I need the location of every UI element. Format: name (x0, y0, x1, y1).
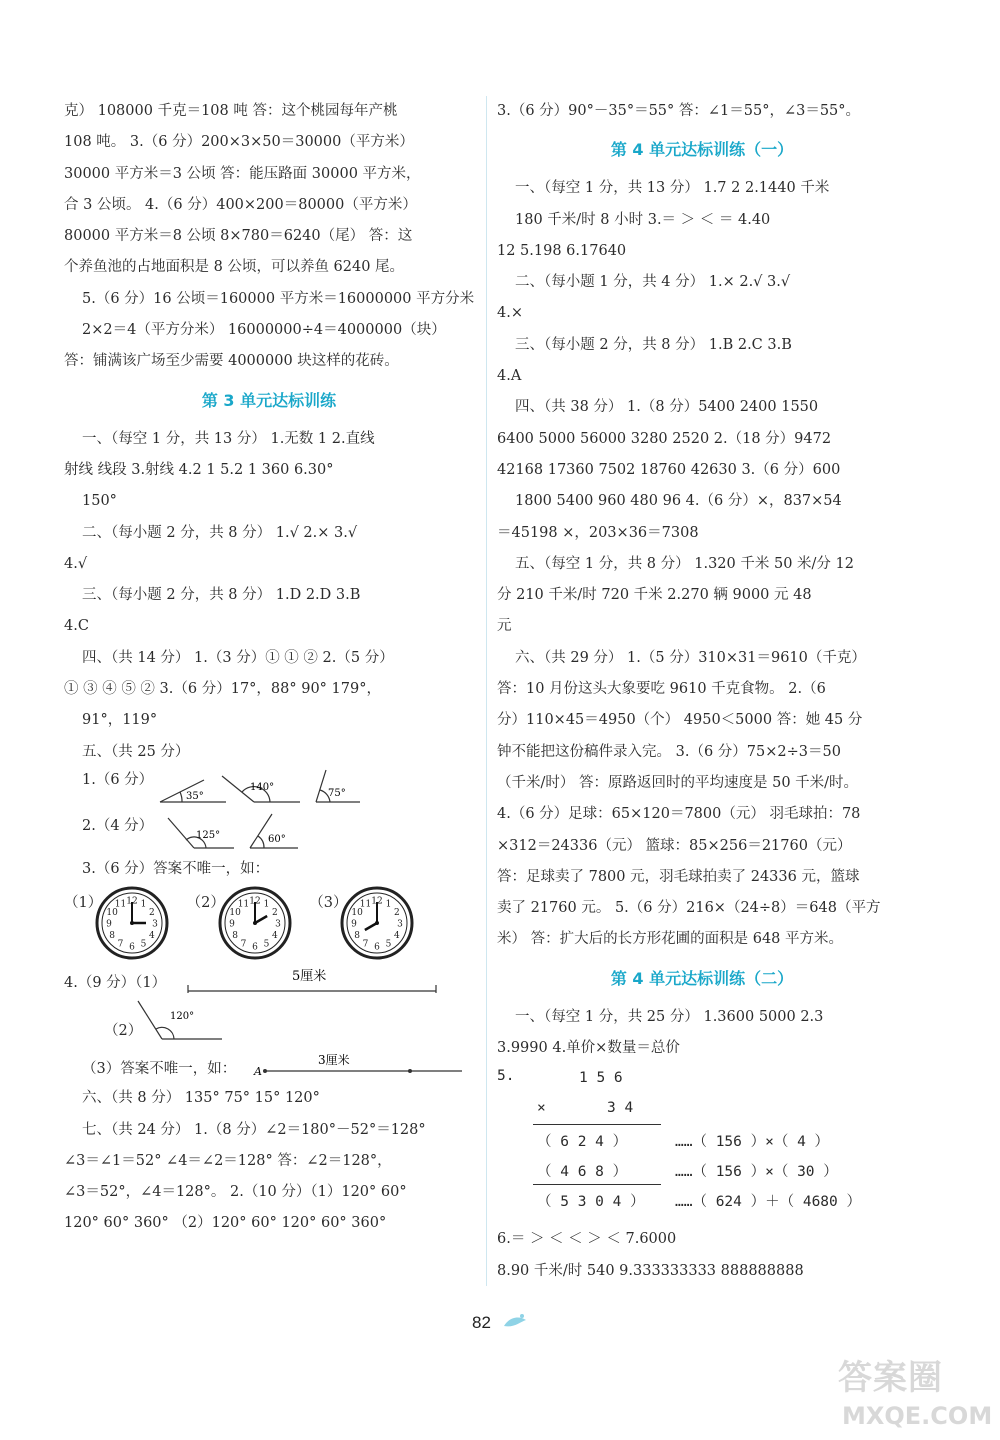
text-line: 答：铺满该广场至少需要 4000000 块这样的花砖。 (64, 353, 399, 370)
clock-numeral: 4 (394, 931, 401, 942)
text-line: 30000 平方米＝3 公顷 答：能压路面 30000 平方米， (64, 165, 421, 182)
text-line: 答：足球卖了 7800 元，羽毛球拍卖了 24336 元，篮球 (497, 868, 860, 885)
clock-numeral: 11 (359, 899, 372, 910)
rule-line (533, 1184, 661, 1185)
angle-label-60: 60° (268, 833, 286, 845)
text-line: 4.C (64, 618, 89, 635)
clock-numeral: 12 (371, 896, 383, 907)
text-line: ① ③ ④ ⑤ ② 3.（6 分）17°，88° 90° 179°， (64, 681, 381, 698)
clock-2 (187, 885, 299, 961)
part-label: （2） (104, 1023, 143, 1040)
hour-hand (255, 916, 267, 923)
clock-numeral: 5 (263, 939, 269, 950)
text-line: 个养鱼池的占地面积是 8 公顷，可以养鱼 6240 尾。 (64, 259, 405, 276)
text-line: 6.＝ ＞ ＜ ＜ ＞ ＜ 7.6000 (497, 1231, 677, 1248)
clock-numeral: 5 (140, 939, 147, 950)
product: （ 5 3 0 4 ） (537, 1194, 645, 1211)
partial-product-2: （ 4 6 8 ） (537, 1164, 628, 1181)
text-line: 分 210 千米/时 720 千米 2.270 辆 9000 元 48 (497, 587, 812, 604)
section-heading-unit3: 第 3 单元达标训练 (201, 390, 337, 410)
text-line: 米） 答：扩大后的长方形花圃的面积是 648 平方米。 (497, 931, 844, 948)
text-line: 3.（6 分）答案不唯一，如： (82, 860, 270, 877)
text-line: 二、（每小题 1 分，共 4 分） 1.× 2.√ 3.√ (515, 274, 791, 291)
text-line: 一、（每空 1 分，共 13 分） 1.7 2 2.1440 千米 (515, 180, 830, 197)
ray-figure (64, 1051, 474, 1083)
text-line: ×312＝24336（元） 篮球：85×256＝21760（元） (497, 837, 852, 854)
angle-figure-q1 (64, 768, 474, 808)
page-footer (0, 1312, 1000, 1333)
text-line: 四、（共 38 分） 1.（8 分）5400 2400 1550 (515, 399, 819, 416)
angle-drawings (64, 808, 464, 854)
text-line: 8.90 千米/时 540 9.333333333 888888888 (497, 1262, 804, 1279)
watermark-logo-text: 答案圈 (838, 1358, 943, 1398)
text-line: 91°，119° (82, 712, 158, 729)
segment-drawing (64, 965, 464, 995)
text-line: 6400 5000 56000 3280 2520 2.（18 分）9472 (497, 430, 832, 447)
part-label: （3）答案不唯一，如： (82, 1061, 237, 1078)
clock-numeral: 8 (354, 931, 361, 942)
hour-hand (365, 923, 377, 930)
question-label: 1.（6 分） (82, 771, 154, 788)
angle-label-75: 75° (328, 787, 346, 799)
text-line: 2×2＝4（平方分米） 16000000÷4＝4000000（块） (82, 322, 446, 339)
angle-label-35: 35° (186, 790, 204, 802)
clock-numeral: 4 (271, 931, 278, 942)
clock-numeral: 6 (129, 942, 135, 953)
text-line: 一、（每空 1 分，共 13 分） 1.无数 1 2.直线 (82, 430, 375, 447)
text-line: 4.（6 分）足球：65×120＝7800（元） 羽毛球拍：78 (497, 806, 861, 823)
text-line: 七、（共 24 分） 1.（8 分）∠2＝180°－52°＝128° (82, 1121, 426, 1138)
clock-label: （3） (309, 895, 348, 912)
clock-face-icon (217, 885, 293, 961)
length-label: 3厘米 (318, 1053, 350, 1068)
clock-numeral: 6 (374, 942, 381, 953)
clock-numeral: 3 (274, 919, 281, 930)
text-line: ＝45198 ×，203×36＝7308 (497, 524, 699, 541)
angle-drawing (64, 995, 464, 1051)
text-line: 六、（共 8 分） 135° 75° 15° 120° (82, 1090, 320, 1107)
clock-numeral: 10 (351, 908, 364, 919)
clock-label: （2） (186, 895, 225, 912)
clock-numeral: 2 (271, 908, 278, 919)
clock-numeral: 11 (114, 899, 127, 910)
partial-note-2: ……（ 156 ）×（ 30 ） (675, 1164, 838, 1181)
clock-numeral: 7 (117, 939, 124, 950)
multiplicand: 1 5 6 (579, 1070, 623, 1087)
partial-note-1: ……（ 156 ）×（ 4 ） (675, 1134, 830, 1151)
angle-label-125: 125° (196, 829, 221, 841)
text-line: 五、（每空 1 分，共 8 分） 1.320 千米 50 米/分 12 (515, 555, 854, 572)
clock-numeral: 3 (397, 919, 404, 930)
text-line: 4.√ (64, 555, 88, 572)
text-line: 3.（6 分）90°－35°＝55° 答：∠1＝55°，∠3＝55°。 (497, 103, 861, 119)
clock-label: （1） (64, 895, 103, 912)
clock-row (64, 885, 474, 965)
clock-face-icon (339, 885, 415, 961)
watermark-url: MXQE.COM (842, 1402, 993, 1430)
angle-label-120: 120° (170, 1011, 195, 1023)
text-line: 180 千米/时 8 小时 3.＝ ＞ ＜ ＝ 4.40 (515, 211, 771, 228)
text-line: 4.× (497, 305, 523, 322)
text-line: 合 3 公顷。 4.（6 分）400×200＝80000（平方米） (64, 196, 417, 213)
text-line: ∠3＝∠1＝52° ∠4＝∠2＝128° 答：∠2＝128°， (64, 1152, 392, 1169)
rule-line (533, 1124, 661, 1125)
page-number: 82 (471, 1313, 491, 1332)
times-sign: × (537, 1100, 546, 1117)
ray-drawing (64, 1051, 484, 1083)
text-line: 108 吨。 3.（6 分）200×3×50＝30000（平方米） (64, 134, 414, 151)
question-label: 2.（4 分） (82, 817, 154, 834)
clock-numeral: 2 (149, 908, 155, 919)
angle-figure-120 (64, 995, 474, 1051)
text-line: 150° (82, 493, 117, 510)
clock-numeral: 6 (251, 942, 258, 953)
clock-numeral: 10 (228, 908, 241, 919)
column-divider (486, 96, 487, 1286)
clock-numeral: 11 (237, 899, 249, 910)
clock-numeral: 8 (231, 931, 238, 942)
text-line: 元 (497, 618, 512, 635)
clock-1 (64, 885, 176, 961)
angle-drawings (64, 768, 464, 808)
clock-numeral: 7 (240, 939, 246, 950)
clock-numeral: 1 (263, 899, 269, 910)
leaf-ornament-icon (502, 1312, 528, 1332)
clock-numeral: 9 (351, 919, 358, 930)
multiplier: 3 4 (607, 1100, 634, 1117)
partial-product-1: （ 6 2 4 ） (537, 1134, 628, 1151)
clock-numeral: 5 (385, 939, 392, 950)
point-label-a: A (254, 1065, 262, 1079)
clock-numeral: 12 (248, 896, 261, 907)
clock-numeral: 9 (228, 919, 235, 930)
text-line: 42168 17360 7502 18760 42630 3.（6 分）600 (497, 461, 841, 478)
text-line: 分）110×45＝4950（个） 4950＜5000 答：她 45 分 (497, 712, 863, 729)
clock-numeral: 9 (106, 919, 112, 930)
watermark (838, 1350, 993, 1440)
angle-label-140: 140° (250, 781, 275, 793)
vertical-multiplication (497, 1064, 907, 1224)
clock-numeral: 7 (362, 939, 369, 950)
clock-3 (309, 885, 421, 961)
text-line: 克） 108000 千克＝108 吨 答：这个桃园每年产桃 (64, 103, 398, 119)
text-line: 卖了 21760 元。 5.（6 分）216×（24÷8）＝648（平方 (497, 900, 881, 917)
clock-numeral: 10 (106, 908, 118, 919)
text-line: 六、（共 29 分） 1.（5 分）310×31＝9610（千克） (515, 649, 866, 666)
text-line: 12 5.198 6.17640 (497, 242, 627, 259)
text-line: 4.A (497, 368, 522, 385)
question-label: 4.（9 分）（1） (64, 975, 167, 992)
segment-figure (64, 965, 474, 995)
text-line: 3.9990 4.单价×数量＝总价 (497, 1040, 680, 1057)
text-line: 80000 平方米＝8 公顷 8×780＝6240（尾） 答：这 (64, 228, 413, 245)
text-line: 五、（共 25 分） (82, 743, 190, 760)
angle-figure-q2 (64, 808, 474, 854)
text-line: 1800 5400 960 480 96 4.（6 分）×，837×54 (515, 493, 842, 510)
right-column (497, 96, 907, 1287)
section-heading-unit4-2: 第 4 单元达标训练（二） (610, 968, 794, 988)
text-line: 四、（共 14 分） 1.（3 分）① ① ② 2.（5 分） (82, 649, 394, 666)
clock-numeral: 12 (126, 896, 138, 907)
section-heading-unit4-1: 第 4 单元达标训练（一） (610, 140, 794, 160)
text-line: 三、（每小题 2 分，共 8 分） 1.D 2.D 3.B (82, 587, 361, 604)
clock-numeral: 1 (385, 899, 392, 910)
text-line: 三、（每小题 2 分，共 8 分） 1.B 2.C 3.B (515, 336, 792, 353)
question-label: 5. (497, 1068, 515, 1085)
clock-numeral: 4 (149, 931, 155, 942)
text-line: ∠3＝52°，∠4＝128°。 2.（10 分）（1）120° 60° (64, 1184, 407, 1201)
clock-face-icon (94, 885, 170, 961)
clock-numeral: 3 (152, 919, 158, 930)
left-column (64, 96, 474, 1240)
text-line: （千米/时） 答：原路返回时的平均速度是 50 千米/时。 (497, 774, 859, 791)
text-line: 5.（6 分）16 公顷＝160000 平方米＝16000000 平方分米 (82, 290, 474, 307)
clock-numeral: 2 (394, 908, 401, 919)
partial-note-3: ……（ 624 ）＋（ 4680 ） (675, 1194, 861, 1211)
text-line: 射线 线段 3.射线 4.2 1 5.2 1 360 6.30° (64, 461, 334, 478)
text-line: 一、（每空 1 分，共 25 分） 1.3600 5000 2.3 (515, 1008, 824, 1025)
clock-numeral: 1 (140, 899, 147, 910)
text-line: 120° 60° 360° （2）120° 60° 120° 60° 360° (64, 1215, 387, 1232)
text-line: 二、（每小题 2 分，共 8 分） 1.√ 2.× 3.√ (82, 524, 358, 541)
clock-numeral: 8 (109, 931, 115, 942)
text-line: 答：10 月份这头大象要吃 9610 千克食物。 2.（6 (497, 681, 826, 698)
text-line: 钟不能把这份稿件录入完。 3.（6 分）75×2÷3＝50 (497, 743, 841, 760)
length-label: 5厘米 (292, 969, 327, 985)
